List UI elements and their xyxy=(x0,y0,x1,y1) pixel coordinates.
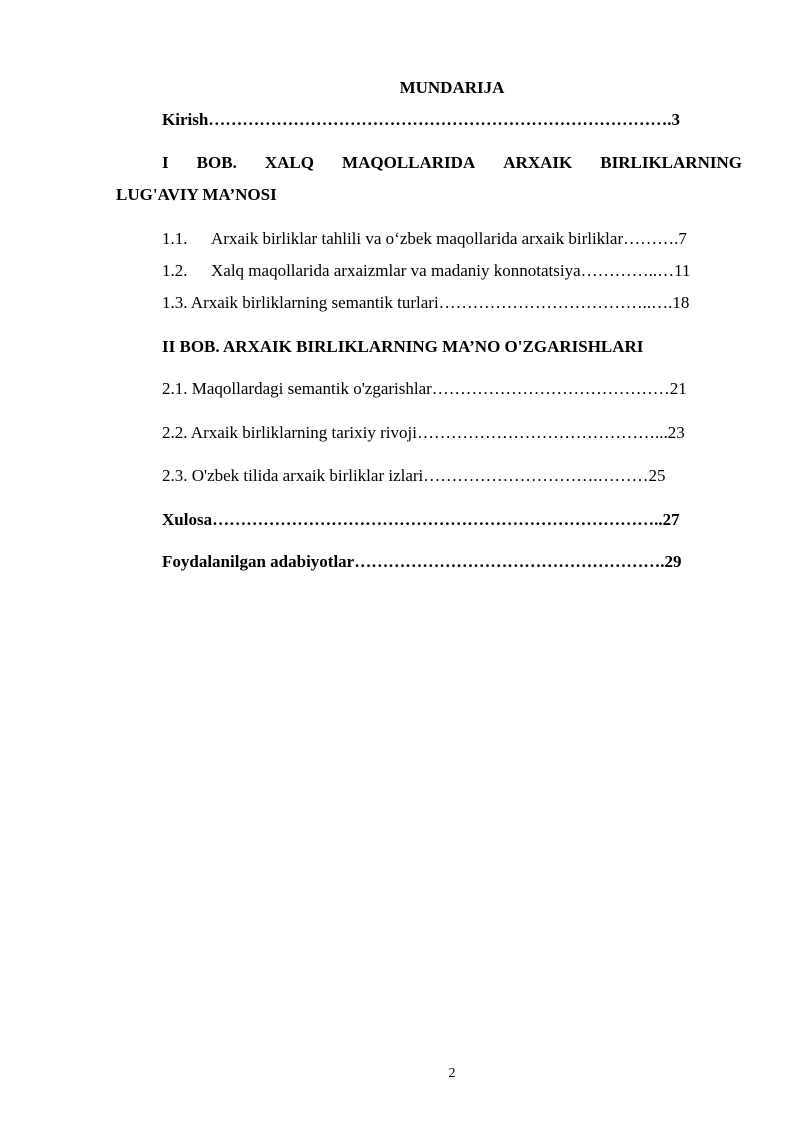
chapter-1-word: XALQ xyxy=(264,153,314,172)
chapter-1-word: ARXAIK xyxy=(503,153,573,172)
toc-entry-2-2: 2.2. Arxaik birliklarning tarixiy rivoji……………………………………...23 xyxy=(162,423,685,442)
section-number: 1.1. xyxy=(162,229,188,248)
toc-entry-conclusion: Xulosa……………………………………………………………………..27 xyxy=(162,510,680,529)
chapter-1-word: I xyxy=(162,153,169,172)
toc-entry-1-1 xyxy=(162,229,687,249)
chapter-1-word: MAQOLLARIDA xyxy=(342,153,476,172)
toc-entry-references: Foydalanilgan adabiyotlar……………………………………………….29 xyxy=(162,552,682,571)
page-number: 2 xyxy=(448,1066,456,1081)
toc-chapter-1-heading xyxy=(162,153,742,173)
toc-entry-2-3: 2.3. O'zbek tilida arxaik birliklar izlari………………………….………25 xyxy=(162,466,666,485)
toc-chapter-1-heading-continuation: LUG'AVIY MA’NOSI xyxy=(116,185,277,204)
toc-entry-1-3: 1.3. Arxaik birliklarning semantik turlari………………………………..….18 xyxy=(162,293,690,312)
chapter-1-word: BIRLIKLARNING xyxy=(600,153,742,172)
section-number: 1.2. xyxy=(162,261,188,280)
chapter-1-word: BOB. xyxy=(196,153,237,172)
toc-entry-2-1: 2.1. Maqollardagi semantik o'zgarishlar……………………………………21 xyxy=(162,379,687,398)
section-title: Xalq maqollarida arxaizmlar va madaniy konnotatsiya…………..…11 xyxy=(211,261,691,280)
toc-entry-intro: Kirish……………………………………………………………………….3 xyxy=(162,110,681,129)
toc-entry-1-2 xyxy=(162,261,691,281)
toc-chapter-2-heading: II BOB. ARXAIK BIRLIKLARNING MA’NO O'ZGARISHLARI xyxy=(162,337,644,356)
section-title: Arxaik birliklar tahlili va o‘zbek maqollarida arxaik birliklar……….7 xyxy=(211,229,687,248)
document-title: MUNDARIJA xyxy=(399,78,505,97)
